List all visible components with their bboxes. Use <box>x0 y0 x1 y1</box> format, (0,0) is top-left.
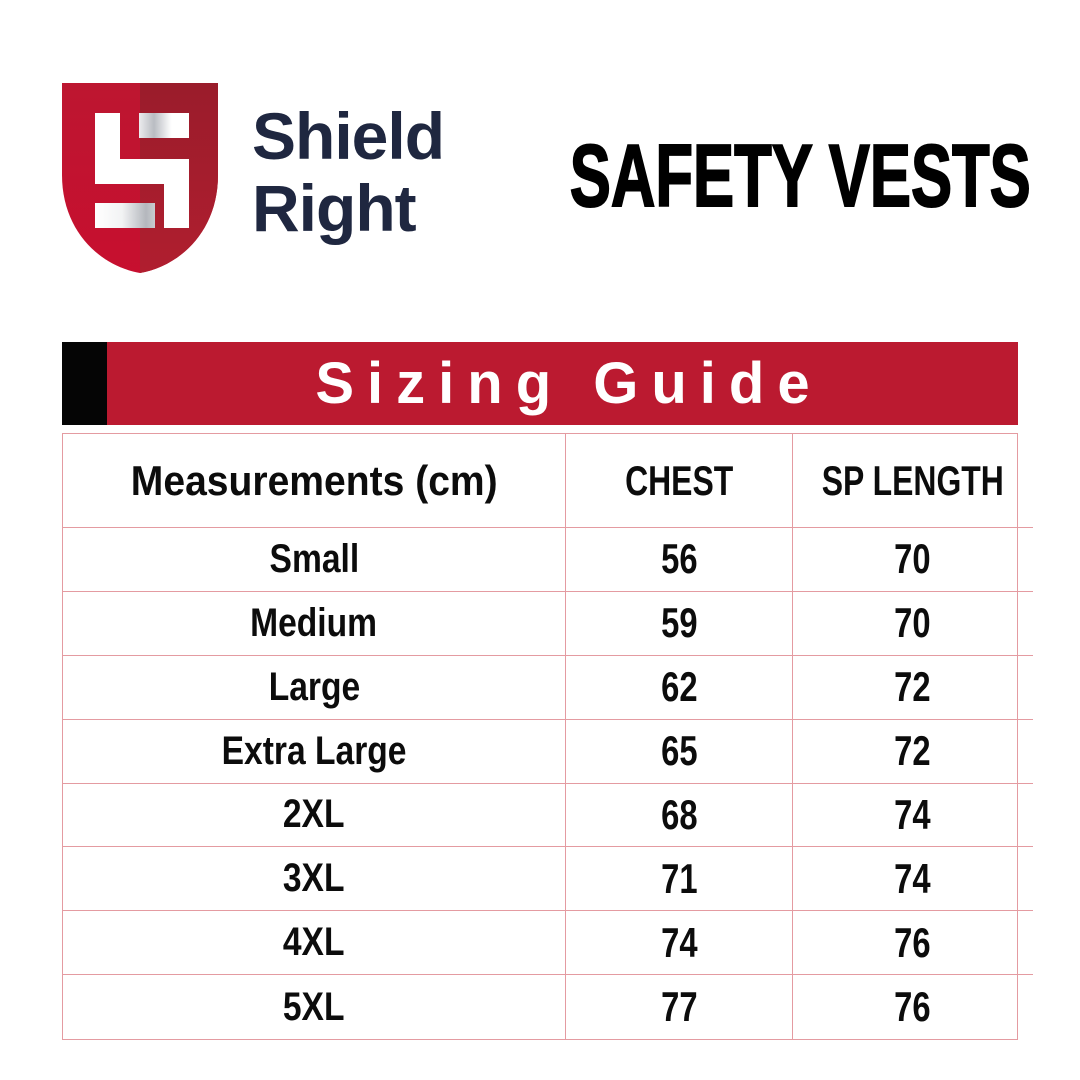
brand-name-line1: Shield <box>252 99 445 173</box>
chest-value-5xl: 77 <box>566 975 793 1039</box>
sizing-guide-banner <box>62 342 1018 425</box>
sp-length-value-extra-large: 72 <box>793 720 1033 784</box>
chest-value-medium: 59 <box>566 592 793 656</box>
page-title: SAFETY VESTS <box>569 126 1031 225</box>
chest-value-3xl: 71 <box>566 847 793 911</box>
size-label-2xl: 2XL <box>63 784 566 848</box>
chest-value-large: 62 <box>566 656 793 720</box>
chest-value-extra-large: 65 <box>566 720 793 784</box>
sp-length-value-medium: 70 <box>793 592 1033 656</box>
column-header-sp-length: SP LENGTH <box>793 434 1033 528</box>
size-label-4xl: 4XL <box>63 911 566 975</box>
size-label-3xl: 3XL <box>63 847 566 911</box>
sp-length-value-small: 70 <box>793 528 1033 592</box>
size-label-5xl: 5XL <box>63 975 566 1039</box>
sp-length-value-5xl: 76 <box>894 983 932 1031</box>
banner-title-bar <box>107 342 1018 425</box>
size-label-medium: Medium <box>63 592 566 656</box>
size-label-small: Small <box>63 528 566 592</box>
sp-length-value-large: 72 <box>793 656 1033 720</box>
column-header-chest: CHEST <box>566 434 793 528</box>
sp-length-value-2xl: 74 <box>793 784 1033 848</box>
size-label-large: Large <box>63 656 566 720</box>
sizing-table <box>62 433 1018 1040</box>
chest-value-4xl: 74 <box>566 911 793 975</box>
banner-title: Sizing Guide <box>315 351 823 416</box>
size-label-extra-large: Extra Large <box>63 720 566 784</box>
chest-value-2xl: 68 <box>566 784 793 848</box>
sp-length-value-3xl: 74 <box>793 847 1033 911</box>
chest-value-small: 56 <box>566 528 793 592</box>
column-header-measurements: Measurements (cm) <box>63 434 566 528</box>
sp-length-value-4xl: 76 <box>793 911 1033 975</box>
brand-name-line2: Right <box>252 171 416 245</box>
banner-black-accent <box>62 342 107 425</box>
shield-logo-icon <box>62 83 218 273</box>
brand-name <box>252 100 444 244</box>
